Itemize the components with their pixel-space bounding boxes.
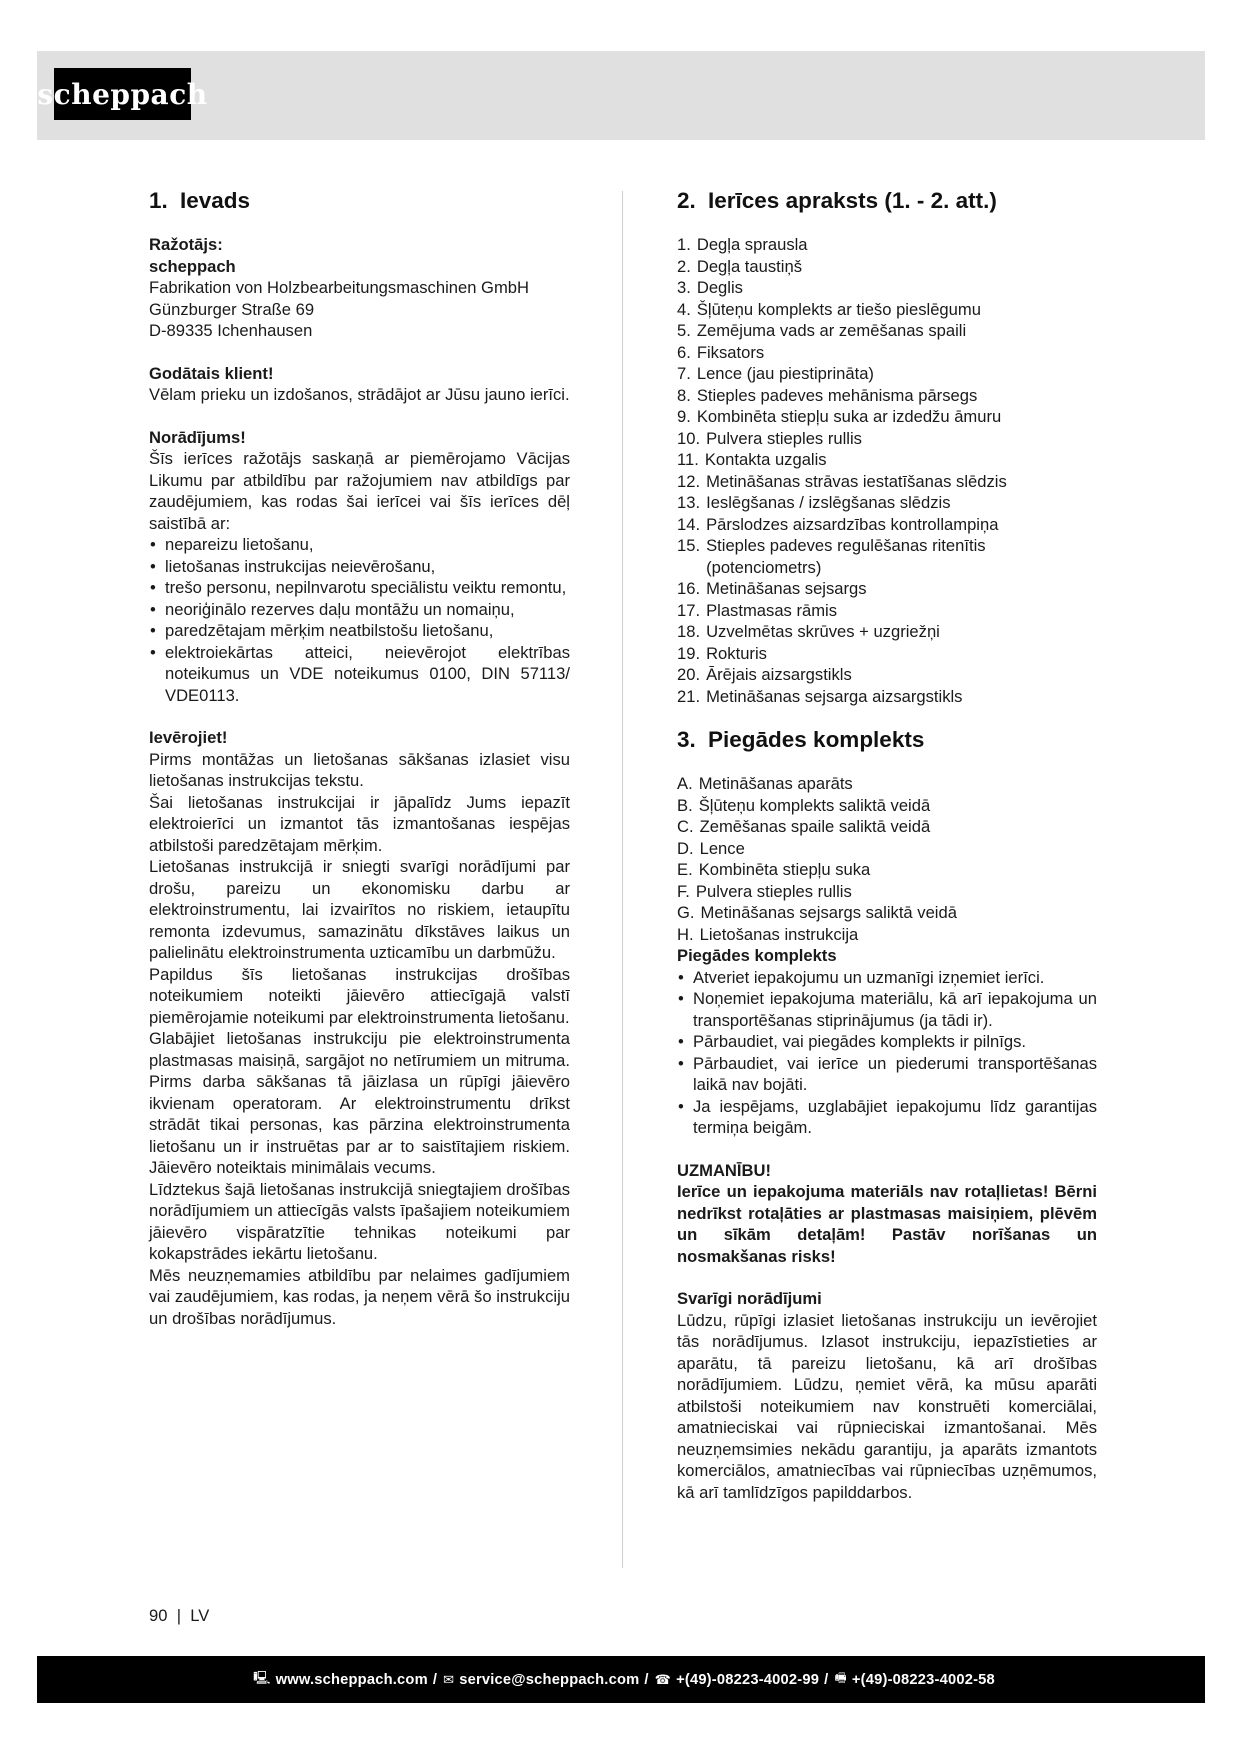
- manufacturer-name: scheppach: [149, 256, 236, 276]
- manufacturer-street: Günzburger Straße 69: [149, 299, 315, 319]
- item-text: Kontakta uzgalis: [704, 450, 827, 469]
- section-1-title: Ievads: [180, 188, 251, 213]
- list-item: [677, 643, 1097, 665]
- list-item: [677, 471, 1097, 493]
- item-text: Zemējuma vads ar zemēšanas spaili: [696, 321, 967, 340]
- list-item: • Noņemiet iepakojuma materiālu, kā arī iepakojuma un transportēšanas stiprinājumus (ja tādi ir).: [677, 988, 1097, 1031]
- list-item: [677, 773, 1097, 795]
- list-item: [677, 902, 1097, 924]
- item-text: Deglis: [696, 278, 743, 297]
- item-letter: F.: [677, 881, 690, 901]
- notice-block: [149, 427, 570, 707]
- attention-title: Ievērojiet!: [149, 728, 228, 747]
- footer-separator: /: [644, 1671, 649, 1688]
- list-item: [677, 859, 1097, 881]
- important-text: Lūdzu, rūpīgi izlasiet lietošanas instrukciju un ievērojiet tās norādījumus. Izlasot instrukciju, iepazīstieties ar aparātu, tā pareizu lietošanu, kā arī drošības norādījumiem. Lūdzu, ņemiet vērā, ka mūsu aparāti atbilstoši noteikumiem nav konstruēti komerciālai, amatnieciskai vai rūpnieciskai izmantošanai. Mēs neuzņemsimies nekādu garantiju, ja aparāts izmantots komerciālos, amatniecības vai rūpniecības uzņēmumos, kā arī tamlīdzīgos papilddarbos.: [677, 1310, 1097, 1502]
- list-item: [677, 578, 1097, 600]
- list-item: • Pārbaudiet, vai piegādes komplekts ir pilnīgs.: [677, 1031, 1097, 1053]
- item-letter: H.: [677, 924, 694, 944]
- column-divider: [622, 191, 623, 1568]
- section-2-number: 2.: [677, 188, 696, 213]
- delivery-bullet-list: [677, 967, 1097, 1139]
- item-text: Metināšanas sejsargs: [706, 579, 867, 598]
- list-item: [677, 342, 1097, 364]
- fax-icon: 🖷︎: [834, 1669, 847, 1685]
- item-number: 2.: [677, 256, 691, 276]
- item-text: Metināšanas sejsarga aizsargstikls: [706, 686, 963, 706]
- attention-paragraph: Pirms montāžas un lietošanas sākšanas izlasiet visu lietošanas instrukcijas tekstu.: [149, 749, 570, 790]
- attention-paragraph: Šai lietošanas instrukcijai ir jāpalīdz Jums iepazīt elektroierīci un izmantot tās izmantošanas iespējas atbilstoši paredzētajam mērķim.: [149, 792, 570, 855]
- list-item: • Ja iespējams, uzglabājiet iepakojumu līdz garantijas termiņa beigām.: [677, 1096, 1097, 1139]
- item-number: 17.: [677, 600, 701, 620]
- caution-text: Ierīce un iepakojuma materiāls nav rotaļlietas! Bērni nedrīkst rotaļāties ar plastmasas maisiņiem, plēvēm un sīkām detaļām! Pastāv norīšanas un nosmakšanas risks!: [677, 1182, 1097, 1266]
- list-item: • elektroiekārtas atteici, neievērojot elektrības noteikumus un VDE noteikumus 0100, DIN 57113/ VDE0113.: [149, 642, 570, 707]
- manufacturer-company: Fabrikation von Holzbearbeitungsmaschinen GmbH: [149, 278, 530, 297]
- item-number: 12.: [677, 471, 701, 491]
- list-item: [677, 621, 1097, 643]
- list-item: [677, 277, 1097, 299]
- item-letter: C.: [677, 817, 694, 836]
- item-number: 15.: [677, 536, 701, 555]
- page-number: 90: [149, 1606, 168, 1625]
- list-item: [677, 449, 1097, 471]
- delivery-instructions-block: [677, 945, 1097, 1139]
- scheppach-logo: [37, 68, 208, 120]
- attention-paragraph: Papildus šīs lietošanas instrukcijas drošības noteikumiem noteikti jāievēro attiecīgajā valstī piemērojamie noteikumi par elektroinstrumenta lietošanu.: [149, 964, 570, 1027]
- manufacturer-city: D-89335 Ichenhausen: [149, 321, 313, 340]
- list-item: [677, 299, 1097, 321]
- item-text: Pulvera stieples rullis: [695, 881, 852, 901]
- computer-icon: 🖳︎: [253, 1669, 271, 1685]
- manufacturer-block: [149, 234, 570, 342]
- item-number: 20.: [677, 665, 701, 684]
- item-text: Fiksators: [696, 342, 765, 362]
- item-number: 14.: [677, 514, 701, 534]
- list-item: [677, 514, 1097, 536]
- right-column: [677, 186, 1097, 1503]
- list-item: [677, 535, 1097, 578]
- list-item: [677, 363, 1097, 385]
- item-number: 21.: [677, 686, 701, 706]
- list-item: [677, 686, 1097, 708]
- item-text: Metināšanas strāvas iestatīšanas slēdzis: [706, 471, 1007, 491]
- list-item: [677, 492, 1097, 514]
- list-item: • neoriģinālo rezerves daļu montāžu un nomaiņu,: [149, 599, 570, 621]
- list-item: [677, 838, 1097, 860]
- device-parts-list: [677, 234, 1097, 707]
- list-item: • lietošanas instrukcijas neievērošanu,: [149, 556, 570, 578]
- list-item: [677, 320, 1097, 342]
- attention-paragraph: Līdztekus šajā lietošanas instrukcijā sniegtajiem drošības norādījumiem un attiecīgās valsts īpašajiem noteikumiem jāievēro vispāratzītie tehnikas noteikumi par kokapstrādes iekārtu lietošanu.: [149, 1179, 570, 1263]
- email-icon: ✉︎: [443, 1671, 455, 1687]
- list-item: [677, 234, 1097, 256]
- delivery-sub-title: Piegādes komplekts: [677, 946, 837, 965]
- greeting-block: [149, 363, 570, 406]
- list-item: [677, 428, 1097, 450]
- section-1-number: 1.: [149, 188, 168, 213]
- item-number: 13.: [677, 493, 701, 512]
- left-column: [149, 186, 570, 1350]
- item-text: Metināšanas sejsargs saliktā veidā: [700, 903, 957, 922]
- footer-separator: /: [432, 1671, 438, 1688]
- list-item: [677, 664, 1097, 686]
- attention-block: [149, 727, 570, 1329]
- greeting-title: Godātais klient!: [149, 363, 274, 383]
- header-band: [37, 51, 1205, 140]
- item-text: Uzvelmētas skrūves + uzgriežņi: [706, 622, 940, 641]
- item-number: 11.: [677, 450, 699, 469]
- item-text: Stieples padeves regulēšanas ritenītis (potenciometrs): [706, 536, 986, 577]
- section-3-heading: [677, 725, 1097, 755]
- section-1-heading: [149, 186, 570, 216]
- manufacturer-label: Ražotājs:: [149, 235, 223, 254]
- list-item: • nepareizu lietošanu,: [149, 534, 570, 556]
- item-text: Šļūteņu komplekts ar tiešo pieslēgumu: [696, 299, 981, 319]
- list-item: [677, 924, 1097, 946]
- item-text: Pulvera stieples rullis: [706, 428, 862, 448]
- list-item: • paredzētajam mērķim neatbilstošu lietošanu,: [149, 620, 570, 642]
- item-letter: E.: [677, 860, 693, 879]
- item-letter: G.: [677, 903, 695, 922]
- footer-website[interactable]: www.scheppach.com: [275, 1671, 428, 1688]
- list-item: • Atveriet iepakojumu un uzmanīgi izņemiet ierīci.: [677, 967, 1097, 989]
- item-number: 10.: [677, 428, 701, 448]
- item-number: 5.: [677, 321, 691, 340]
- item-number: 18.: [677, 622, 701, 641]
- section-3-number: 3.: [677, 727, 696, 752]
- attention-paragraph: Mēs neuzņemamies atbildību par nelaimes gadījumiem vai zaudējumiem, kas rodas, ja neņem vērā šo instrukciju un drošības norādījumus.: [149, 1265, 570, 1328]
- delivery-items-list: [677, 773, 1097, 945]
- contact-footer: [37, 1656, 1205, 1703]
- list-item: [677, 881, 1097, 903]
- item-number: 3.: [677, 278, 691, 297]
- item-text: Ārējais aizsargstikls: [706, 665, 852, 684]
- item-text: Degļa taustiņš: [696, 256, 802, 276]
- item-letter: A.: [677, 774, 693, 793]
- attention-paragraph: Glabājiet lietošanas instrukciju pie elektroinstrumenta plastmasas maisiņā, sargājot no netīrumiem un mitruma. Pirms darba sākšanas tā jāizlasa un rūpīgi jāievēro ikvienam operatoram. Ar elektroinstrumentu drīkst strādāt tikai personas, kas pārzina elektroinstrumenta lietošanu un ir instruētas par ar to saistītajiem riskiem. Jāievēro noteiktais minimālais vecums.: [149, 1029, 570, 1177]
- list-item: • trešo personu, nepilnvarotu speciālistu veiktu remontu,: [149, 577, 570, 599]
- item-text: Degļa sprausla: [696, 235, 808, 254]
- item-text: Rokturis: [706, 643, 767, 663]
- page-language: LV: [190, 1606, 210, 1625]
- footer-separator: /: [824, 1671, 829, 1688]
- item-number: 1.: [677, 235, 691, 254]
- notice-title: Norādījums!: [149, 427, 246, 447]
- item-number: 9.: [677, 407, 691, 426]
- page-number-label: [149, 1606, 209, 1626]
- item-text: Lence: [699, 838, 745, 858]
- section-3-title: Piegādes komplekts: [708, 727, 925, 752]
- item-text: Lietošanas instrukcija: [699, 924, 859, 944]
- item-text: Pārslodzes aizsardzības kontrollampiņa: [706, 514, 999, 534]
- notice-bullet-list: [149, 534, 570, 706]
- item-text: Zemēšanas spaile saliktā veidā: [699, 817, 931, 836]
- footer-fax: +(49)-08223-4002-58: [851, 1671, 995, 1688]
- item-text: Ieslēgšanas / izslēgšanas slēdzis: [706, 493, 951, 512]
- caution-block: [677, 1160, 1097, 1268]
- item-text: Kombinēta stiepļu suka ar izdedžu āmuru: [696, 407, 1002, 426]
- item-number: 4.: [677, 299, 691, 319]
- item-letter: D.: [677, 838, 694, 858]
- item-number: 16.: [677, 579, 701, 598]
- section-2-title: Ierīces apraksts (1. - 2. att.): [708, 188, 997, 213]
- logo-text: scheppach: [37, 77, 208, 111]
- page-separator: |: [172, 1606, 186, 1625]
- footer-phone: +(49)-08223-4002-99: [676, 1671, 820, 1688]
- item-letter: B.: [677, 795, 693, 815]
- list-item: [677, 385, 1097, 407]
- item-text: Kombinēta stiepļu suka: [698, 860, 871, 879]
- item-number: 8.: [677, 385, 691, 405]
- item-number: 6.: [677, 342, 691, 362]
- section-2-heading: [677, 186, 1097, 216]
- list-item: [677, 406, 1097, 428]
- item-text: Šļūteņu komplekts saliktā veidā: [698, 795, 931, 815]
- important-title: Svarīgi norādījumi: [677, 1289, 822, 1308]
- item-text: Plastmasas rāmis: [706, 600, 838, 620]
- item-text: Stieples padeves mehānisma pārsegs: [696, 385, 978, 405]
- attention-paragraph: Lietošanas instrukcijā ir sniegti svarīgi norādījumi par drošu, pareizu un ekonomisku darbu ar elektroinstrumentu, lai izvairītos no riskiem, ietaupītu remonta izdevumus, samazinātu dīkstāves laikus un palielinātu elektroinstrumenta uzticamību un darbmūžu.: [149, 857, 570, 962]
- footer-email[interactable]: service@scheppach.com: [459, 1671, 640, 1688]
- important-notes-block: [677, 1288, 1097, 1503]
- list-item: [677, 256, 1097, 278]
- item-number: 7.: [677, 364, 691, 383]
- caution-title: UZMANĪBU!: [677, 1160, 772, 1180]
- list-item: [677, 600, 1097, 622]
- item-text: Lence (jau piestiprināta): [696, 364, 874, 383]
- list-item: [677, 816, 1097, 838]
- phone-icon: ☎︎: [654, 1671, 672, 1687]
- list-item: • Pārbaudiet, vai ierīce un piederumi transportēšanas laikā nav bojāti.: [677, 1053, 1097, 1096]
- item-text: Metināšanas aparāts: [698, 774, 853, 793]
- list-item: [677, 795, 1097, 817]
- item-number: 19.: [677, 643, 701, 663]
- notice-text: Šīs ierīces ražotājs saskaņā ar piemērojamo Vācijas Likumu par atbildību par ražojumiem nav atbildīgs par zaudējumiem, kas rodas šai ierīcei vai šīs ierīces dēļ saistībā ar:: [149, 449, 570, 533]
- greeting-text: Vēlam prieku un izdošanos, strādājot ar Jūsu jauno ierīci.: [149, 385, 570, 404]
